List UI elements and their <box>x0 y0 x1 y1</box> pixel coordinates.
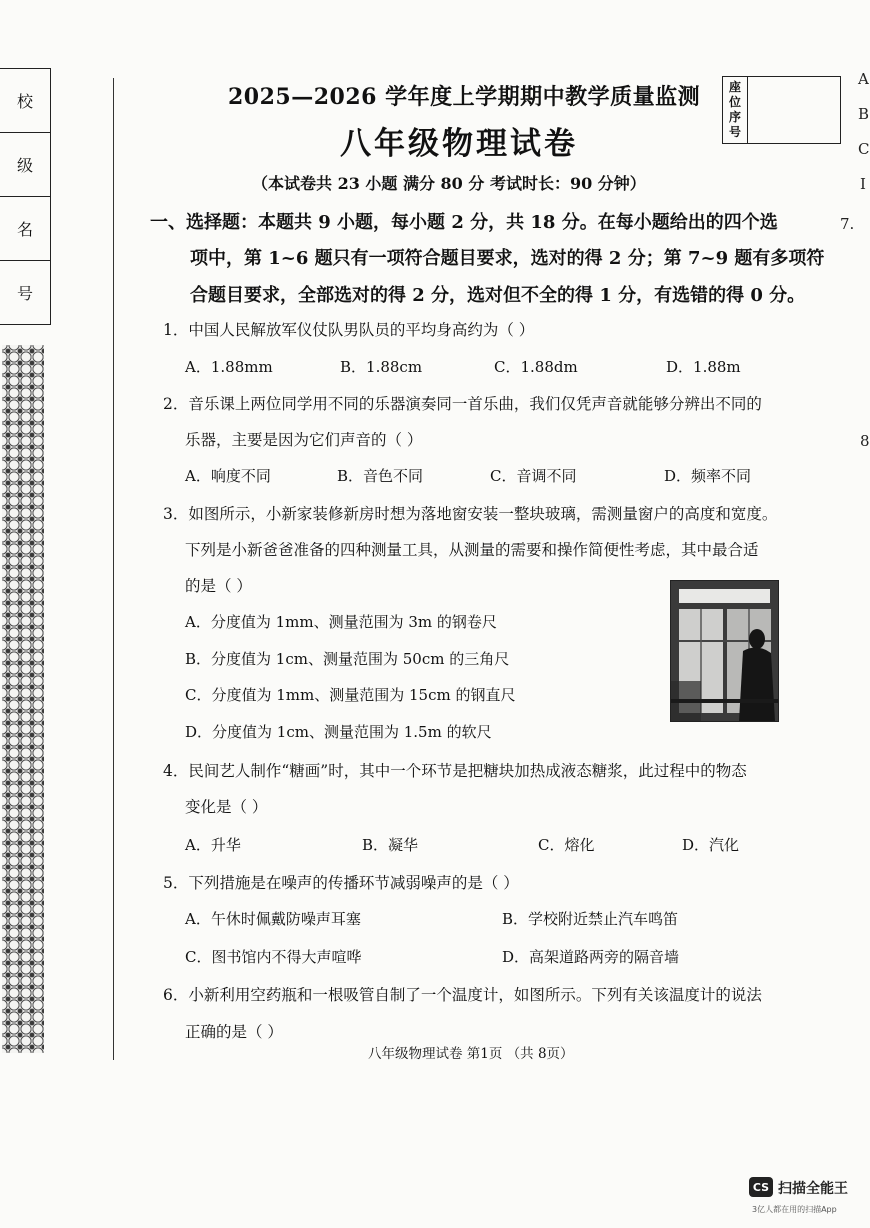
question-4-text: 4．民间艺人制作“糖画”时，其中一个环节是把糖块加热成液态糖浆，此过程中的物态 <box>163 762 747 780</box>
question-5-option-c: C．图书馆内不得大声喧哗 <box>185 948 362 966</box>
question-6-text: 6．小新利用空药瓶和一根吸管自制了一个温度计，如图所示。下列有关该温度计的说法 <box>163 986 762 1004</box>
binding-label-number: 号 <box>0 261 50 325</box>
edge-fragment: I <box>860 175 866 193</box>
question-3-option-b: B．分度值为 1cm、测量范围为 50cm 的三角尺 <box>185 650 510 668</box>
question-5-text: 5．下列措施是在噪声的传播环节减弱噪声的是（ ） <box>163 874 519 892</box>
binding-line <box>113 78 114 1060</box>
scanner-logo-icon: CS <box>749 1177 773 1197</box>
question-4-option-a: A．升华 <box>185 836 241 854</box>
question-2-option-a: A．响度不同 <box>185 467 271 485</box>
question-2-text: 乐器，主要是因为它们声音的（ ） <box>185 431 423 449</box>
question-2-text: 2．音乐课上两位同学用不同的乐器演奏同一首乐曲，我们仅凭声音就能够分辨出不同的 <box>163 395 762 413</box>
question-1-option-d: D．1.88m <box>666 358 741 376</box>
question-2-option-b: B．音色不同 <box>337 467 424 485</box>
question-2-option-c: C．音调不同 <box>490 467 577 485</box>
exam-info: （本试卷共 23 小题 满分 80 分 考试时长：90 分钟） <box>252 174 646 193</box>
question-5-option-a: A．午休时佩戴防噪声耳塞 <box>185 910 361 928</box>
binding-label-school: 校 <box>0 69 50 133</box>
section-instructions-line: 一、选择题：本题共 9 小题，每小题 2 分，共 18 分。在每小题给出的四个选 <box>150 212 778 233</box>
window-photo-image <box>670 580 779 722</box>
section-instructions-line: 项中，第 1~6 题只有一项符合题目要求，选对的得 2 分；第 7~9 题有多项符 <box>190 248 825 269</box>
edge-fragment: 8 <box>860 432 870 450</box>
scanner-app-name: 扫描全能王 <box>778 1181 848 1197</box>
question-3-option-a: A．分度值为 1mm、测量范围为 3m 的钢卷尺 <box>185 613 497 631</box>
page-footer: 八年级物理试卷 第1页 （共 8页） <box>368 1046 574 1062</box>
question-5-option-b: B．学校附近禁止汽车鸣笛 <box>502 910 679 928</box>
edge-fragment: 7. <box>840 215 855 233</box>
scanner-tagline: 3亿人都在用的扫描App <box>752 1205 837 1214</box>
decorative-binding-pattern <box>2 345 44 1053</box>
window-photo-svg <box>671 581 778 721</box>
exam-title: 2025—2026 学年度上学期期中教学质量监测 <box>228 84 701 110</box>
edge-fragment: C <box>858 140 870 158</box>
question-4-option-c: C．熔化 <box>538 836 595 854</box>
question-1-option-b: B．1.88cm <box>340 358 423 376</box>
question-3-option-d: D．分度值为 1cm、测量范围为 1.5m 的软尺 <box>185 723 492 741</box>
question-4-option-b: B．凝华 <box>362 836 419 854</box>
question-1-option-c: C．1.88dm <box>494 358 578 376</box>
question-1-text: 1．中国人民解放军仪仗队男队员的平均身高约为（ ） <box>163 321 535 339</box>
question-2-option-d: D．频率不同 <box>664 467 752 485</box>
question-3-text: 3．如图所示，小新家装修新房时想为落地窗安装一整块玻璃，需测量窗户的高度和宽度。 <box>163 505 778 523</box>
binding-info-table <box>0 68 51 325</box>
question-4-option-d: D．汽化 <box>682 836 740 854</box>
question-3-text: 下列是小新爸爸准备的四种测量工具，从测量的需要和操作简便性考虑，其中最合适 <box>185 541 759 559</box>
binding-label-class: 级 <box>0 133 50 197</box>
exam-subject: 八年级物理试卷 <box>340 126 578 162</box>
edge-fragment: B <box>858 105 870 123</box>
section-instructions-line: 合题目要求，全部选对的得 2 分，选对但不全的得 1 分，有选错的得 0 分。 <box>190 285 806 306</box>
question-3-text: 的是（ ） <box>185 577 252 595</box>
question-1-option-a: A．1.88mm <box>185 358 273 376</box>
seat-number-label: 座位序号 <box>723 77 748 143</box>
question-3-option-c: C．分度值为 1mm、测量范围为 15cm 的钢直尺 <box>185 686 516 704</box>
seat-number-box <box>722 76 841 144</box>
question-5-option-d: D．高架道路两旁的隔音墙 <box>502 948 680 966</box>
edge-fragment: A <box>858 70 869 88</box>
question-6-text: 正确的是（ ） <box>185 1023 283 1041</box>
question-4-text: 变化是（ ） <box>185 798 268 816</box>
binding-label-name: 名 <box>0 197 50 261</box>
